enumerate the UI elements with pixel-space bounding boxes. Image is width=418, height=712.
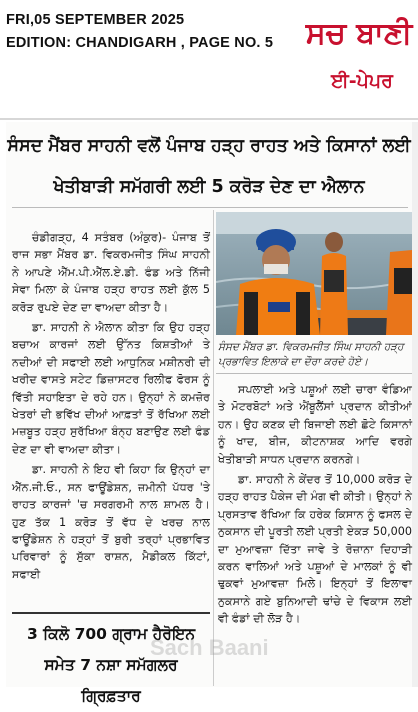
brand-name: ਸਚ ਬਾਣੀ — [305, 16, 413, 51]
article-paragraph: ਡਾ. ਸਾਹਨੀ ਨੇ ਕੇਂਦਰ ਤੋਂ 10,000 ਕਰੋੜ ਦੇ ਹੜ੍ਹ ਰਾਹਤ ਪੈਕੇਜ ਦੀ ਮੰਗ ਵੀ ਕੀਤੀ। ਉਨ੍ਹਾਂ ਨੇ ਪ੍ਰਸਤਾਵ ਰੱਖਿਆ ਕਿ ਹਰੇਕ ਕਿਸਾਨ ਨੂੰ ਫਸਲ ਦੇ ਨੁਕਸਾਨ ਦੀ ਪੂਰਤੀ ਲਈ ਪ੍ਰਤੀ ਏਕੜ 50,000 ਦਾ ਮੁਆਵਜ਼ਾ ਦਿੱਤਾ ਜਾਵੇ ਤੇ ਰੋਜ਼ਾਨਾ ਦਿਹਾੜੀ ਕਰਨ ਵਾਲਿਆਂ ਅਤੇ ਪਸ਼ੂਆਂ ਦੇ ਮਾਲਕਾਂ ਨੂੰ ਵੀ ਢੁਕਵਾਂ ਮੁਆਵਜ਼ਾ ਮਿਲੇ। ਇਨ੍ਹਾਂ ਤੋਂ ਇਲਾਵਾ ਨੁਕਸਾਨੇ ਗਏ ਬੁਨਿਆਦੀ ਢਾਂਚੇ ਦੇ ਵਿਕਾਸ ਲਈ ਵੀ ਫੰਡਾਂ ਦੀ ਲੋੜ ਹੈ। — [218, 473, 412, 626]
second-article-divider — [12, 612, 210, 614]
brand-subtitle: ਈ-ਪੇਪਰ — [331, 70, 393, 92]
edition-date: FRI,05 SEPTEMBER 2025 — [6, 12, 185, 28]
article-left-column — [12, 229, 210, 583]
header-divider — [0, 118, 418, 120]
article-headline: ਸੰਸਦ ਮੈਂਬਰ ਸਾਹਨੀ ਵਲੋਂ ਪੰਜਾਬ ਹੜ੍ਹ ਰਾਹਤ ਅਤੇ ਕਿਸਾਨਾਂ ਲਈ ਖੇਤੀਬਾੜੀ ਸਮੱਗਰੀ ਲਈ 5 ਕਰੋੜ ਦੇਣ ਦਾ ਐਲਾਨ — [7, 136, 411, 197]
page-edge — [412, 122, 418, 687]
masthead — [0, 0, 418, 118]
article-paragraph: ਸਪਲਾਈ ਅਤੇ ਪਸ਼ੂਆਂ ਲਈ ਚਾਰਾ ਵੰਡਿਆ ਤੇ ਮੋਟਰਬੋਟਾਂ ਅਤੇ ਐਂਬੂਲੈਂਸਾਂ ਪ੍ਰਦਾਨ ਕੀਤੀਆਂ ਹਨ। ਉਹ ਕਣਕ ਦੀ ਬਿਜਾਈ ਲਈ ਛੋਟੇ ਕਿਸਾਨਾਂ ਨੂੰ ਖਾਦ, ਬੀਜ, ਕੀਟਨਾਸ਼ਕ ਆਦਿ ਵਰਗੇ ਖੇਤੀਬਾੜੀ ਸਾਧਨ ਪ੍ਰਦਾਨ ਕਰਨਗੇ। — [218, 383, 412, 466]
article-paragraph: ਡਾ. ਸਾਹਨੀ ਨੇ ਇਹ ਵੀ ਕਿਹਾ ਕਿ ਉਨ੍ਹਾਂ ਦਾ ਐੱਨ.ਜੀ.ਓ., ਸਨ ਫਾਊਂਡੇਸ਼ਨ, ਜ਼ਮੀਨੀ ਪੱਧਰ 'ਤੇ ਰਾਹਤ ਕਾਰਜਾਂ 'ਚ ਸਰਗਰਮੀ ਨਾਲ ਸ਼ਾਮਲ ਹੈ। ਹੁਣ ਤੱਕ 1 ਕਰੋੜ ਤੋਂ ਵੱਧ ਦੇ ਖਰਚ ਨਾਲ ਫਾਊਂਡੇਸ਼ਨ ਨੇ ਹੜ੍ਹਾਂ ਤੋਂ ਬੁਰੀ ਤਰ੍ਹਾਂ ਪ੍ਰਭਾਵਿਤ ਪਰਿਵਾਰਾਂ ਨੂੰ ਸੁੱਕਾ ਰਾਸ਼ਨ, ਮੈਡੀਕਲ ਕਿੱਟਾਂ, ਸਫਾਈ — [12, 463, 210, 581]
brand-logo — [300, 16, 418, 98]
headline-divider — [12, 207, 408, 208]
watermark: Sach Baani — [150, 635, 269, 660]
photo-caption: ਸੰਸਦ ਮੈਂਬਰ ਡਾ. ਵਿਕਰਮਜੀਤ ਸਿੰਘ ਸਾਹਨੀ ਹੜ੍ਹ ਪ੍ਰਭਾਵਿਤ ਇਲਾਕੇ ਦਾ ਦੌਰਾ ਕਰਦੇ ਹੋਏ। — [218, 341, 404, 368]
article-paragraph: ਡਾ. ਸਾਹਨੀ ਨੇ ਐਲਾਨ ਕੀਤਾ ਕਿ ਉਹ ਹੜ੍ਹ ਬਚਾਅ ਕਾਰਜਾਂ ਲਈ ਉੱਨਤ ਕਿਸ਼ਤੀਆਂ ਤੇ ਨਦੀਆਂ ਦੀ ਸਫਾਈ ਲਈ ਆਧੁਨਿਕ ਮਸ਼ੀਨਰੀ ਦੀ ਖਰੀਦ ਵਾਸਤੇ ਸਟੇਟ ਡਿਜ਼ਾਸਟਰ ਰਿਲੀਫ ਫੋਰਸ ਨੂੰ ਵਿੱਤੀ ਸਹਾਇਤਾ ਦੇ ਰਹੇ ਹਨ। ਉਨ੍ਹਾਂ ਨੇ ਕਮਜ਼ੋਰ ਖੇਤਰਾਂ ਦੀ ਭਵਿੱਖ ਦੀਆਂ ਆਫ਼ਤਾਂ ਤੋਂ ਰੱਖਿਆ ਲਈ ਮਜ਼ਬੂਤ ਹੜ੍ਹ ਸੁਰੱਖਿਆ ਬੰਨ੍ਹ ਬਣਾਉਣ ਲਈ ਫੰਡ ਦੇਣ ਦਾ ਵੀ ਵਾਅਦਾ ਕੀਤਾ। — [12, 321, 210, 456]
article-paragraph: ਚੰਡੀਗੜ੍ਹ, 4 ਸਤੰਬਰ (ਅੰਕੁਰ)- ਪੰਜਾਬ ਤੋਂ ਰਾਜ ਸਭਾ ਮੈਂਬਰ ਡਾ. ਵਿਕਰਮਜੀਤ ਸਿੰਘ ਸਾਹਨੀ ਨੇ ਆਪਣੇ ਐੱਮ.ਪੀ.ਐੱਲ.ਏ.ਡੀ. ਫੰਡ ਅਤੇ ਨਿੱਜੀ ਸੇਵਾ ਮਿਲਾ ਕੇ ਪੰਜਾਬ ਹੜ੍ਹ ਰਾਹਤ ਲਈ ਕੁੱਲ 5 ਕਰੋੜ ਰੁਪਏ ਦੇਣ ਦਾ ਵਾਅਦਾ ਕੀਤਾ ਹੈ। — [12, 231, 210, 314]
edition-page-info: EDITION: CHANDIGARH , PAGE NO. 5 — [6, 35, 274, 51]
caption-divider — [216, 373, 412, 374]
second-article-headline: 3 ਕਿਲੋ 700 ਗ੍ਰਾਮ ਹੈਰੋਇਨ ਸਮੇਤ 7 ਨਸ਼ਾ ਸਮੱਗਲਰ ਗ੍ਰਿਫ਼ਤਾਰ — [26, 625, 196, 705]
article-right-column — [218, 381, 412, 628]
flood-visit-photo — [216, 212, 412, 335]
article-photo — [216, 212, 412, 335]
column-divider — [213, 210, 214, 686]
